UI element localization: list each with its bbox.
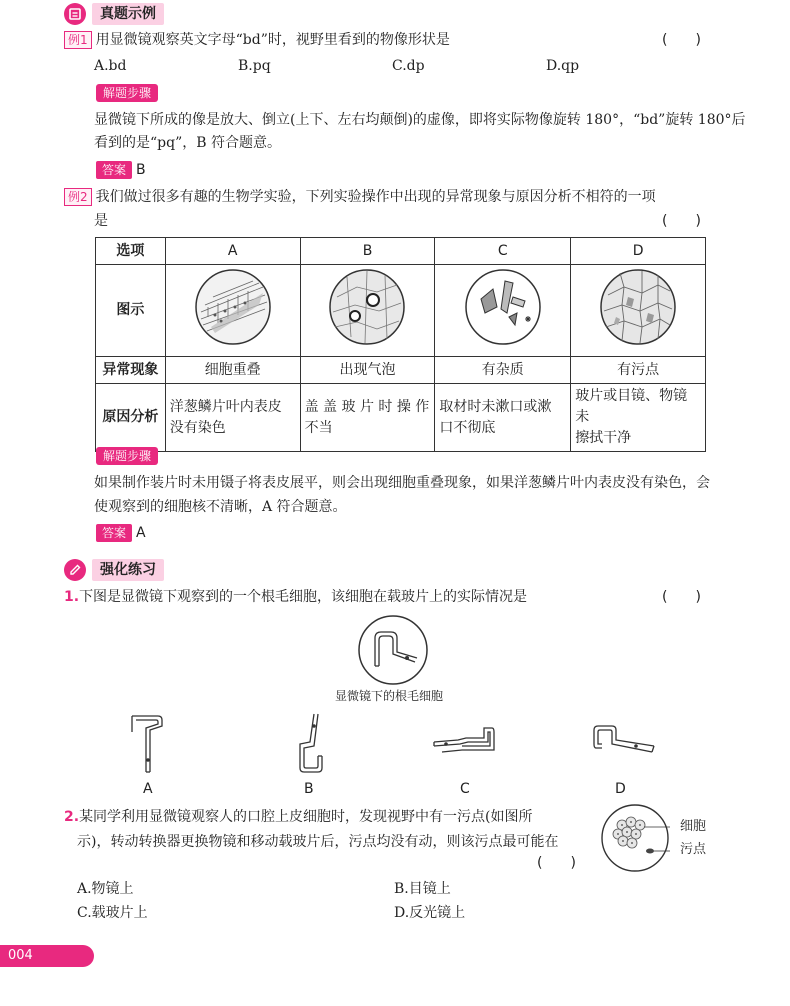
section-title: 真题示例 bbox=[92, 3, 164, 25]
cell-line: 没有染色 bbox=[169, 419, 226, 436]
example-tag: 例2 bbox=[64, 188, 92, 206]
table-cell bbox=[300, 265, 435, 357]
option-d-label: D bbox=[615, 781, 626, 797]
cell-line: 擦拭干净 bbox=[575, 430, 632, 446]
answer-value: B bbox=[136, 162, 146, 178]
table-cell bbox=[435, 265, 571, 357]
table-cell: A bbox=[165, 238, 300, 265]
table-row bbox=[96, 357, 706, 384]
table-cell: 细胞重叠 bbox=[165, 357, 300, 384]
pencil-icon bbox=[64, 559, 86, 581]
question-text: 下图是显微镜下观察到的一个根毛细胞，该细胞在载玻片上的实际情况是 bbox=[79, 589, 528, 605]
cell-line: 玻片或目镜、物镜未 bbox=[575, 388, 688, 425]
answer-value: A bbox=[136, 525, 146, 541]
answer-bracket: ( ) bbox=[537, 855, 576, 871]
cell-line: 盖 盖 玻 片 时 操 作 bbox=[304, 398, 430, 415]
question-number: 1. bbox=[64, 589, 80, 605]
table-row bbox=[96, 238, 706, 265]
option-a-figure bbox=[128, 712, 168, 774]
explanation-line: 如果制作装片时未用镊子将表皮展平，则会出现细胞重叠现象，如果洋葱鳞片叶内表皮没有染色，会 bbox=[94, 475, 710, 491]
explanation-line: 显微镜下所成的像是放大、倒立(上下、左右均颠倒)的虚像，即将实际物像旋转 180°，“bd”旋转 180°后 bbox=[94, 112, 746, 128]
cell-line: 洋葱鳞片叶内表皮 bbox=[169, 398, 282, 415]
option-b-figure bbox=[290, 712, 330, 774]
option-d: D.反光镜上 bbox=[394, 905, 466, 921]
option-c: C.dp bbox=[392, 58, 425, 74]
option-b-label: B bbox=[304, 781, 314, 797]
answer-label: 答案 bbox=[96, 524, 132, 542]
row-header: 图示 bbox=[96, 265, 166, 357]
answer-bracket: ( ) bbox=[662, 213, 701, 229]
question-text: 某同学利用显微镜观察人的口腔上皮细胞时，发现视野中有一污点(如图所 bbox=[79, 809, 533, 825]
row-header: 原因分析 bbox=[96, 384, 166, 452]
table-row bbox=[96, 265, 706, 357]
question-number: 2. bbox=[64, 809, 80, 825]
table-cell bbox=[300, 384, 435, 452]
answer-row bbox=[96, 160, 146, 181]
table-row bbox=[96, 384, 706, 452]
cell-label: 细胞 bbox=[680, 819, 707, 834]
question-1 bbox=[64, 587, 527, 608]
cell-line: 取材时未漱口或漱 bbox=[439, 398, 552, 415]
dirt-spot-micrograph bbox=[598, 267, 678, 347]
option-b: B.pq bbox=[238, 58, 271, 74]
explanation-line: 看到的是“pq”，B 符合题意。 bbox=[94, 135, 281, 151]
question-2 bbox=[64, 807, 533, 828]
option-a: A.bd bbox=[94, 58, 127, 74]
question-text: 用显微镜观察英文字母“bd”时，视野里看到的物像形状是 bbox=[95, 32, 450, 48]
steps-label: 解题步骤 bbox=[96, 447, 158, 465]
experiment-table bbox=[95, 237, 706, 452]
book-icon bbox=[64, 3, 86, 25]
table-cell: D bbox=[571, 238, 706, 265]
table-cell: C bbox=[435, 238, 571, 265]
root-hair-cell-view bbox=[357, 614, 429, 686]
option-d-figure bbox=[592, 724, 656, 758]
row-header: 异常现象 bbox=[96, 357, 166, 384]
question-text-continued: 示)，转动转换器更换物镜和移动载玻片后，污点均没有动，则该污点最可能在 bbox=[77, 834, 559, 850]
table-cell: B bbox=[300, 238, 435, 265]
option-a: A.物镜上 bbox=[77, 881, 134, 897]
table-cell bbox=[571, 265, 706, 357]
example-2-question bbox=[64, 187, 734, 208]
section-title: 强化练习 bbox=[92, 559, 164, 581]
option-c: C.载玻片上 bbox=[77, 905, 148, 921]
answer-row bbox=[96, 523, 146, 544]
table-cell bbox=[435, 384, 571, 452]
table-cell bbox=[165, 265, 300, 357]
impurity-micrograph bbox=[463, 267, 543, 347]
air-bubble-micrograph bbox=[327, 267, 407, 347]
answer-bracket: ( ) bbox=[662, 589, 701, 605]
table-cell bbox=[165, 384, 300, 452]
cell-line: 口不彻底 bbox=[439, 419, 496, 436]
page-number: 004 bbox=[0, 945, 94, 967]
answer-label: 答案 bbox=[96, 161, 132, 179]
section-header-examples bbox=[64, 3, 164, 25]
image-caption: 显微镜下的根毛细胞 bbox=[335, 689, 444, 703]
explanation-line: 使观察到的细胞核不清晰，A 符合题意。 bbox=[94, 499, 347, 515]
option-a-label: A bbox=[143, 781, 153, 797]
option-d: D.qp bbox=[546, 58, 580, 74]
spot-label: 污点 bbox=[680, 842, 707, 857]
row-header: 选项 bbox=[96, 238, 166, 265]
overlapping-cells-micrograph bbox=[193, 267, 273, 347]
cell-line: 不当 bbox=[304, 419, 333, 436]
option-c-label: C bbox=[460, 781, 470, 797]
example-tag: 例1 bbox=[64, 31, 92, 49]
question-text: 我们做过很多有趣的生物学实验，下列实验操作中出现的异常现象与原因分析不相符的一项 bbox=[95, 189, 656, 205]
steps-label: 解题步骤 bbox=[96, 84, 158, 102]
option-c-figure bbox=[432, 724, 496, 756]
question-text-continued: 是 bbox=[94, 213, 108, 229]
answer-bracket: ( ) bbox=[662, 32, 701, 48]
cheek-cell-view bbox=[600, 803, 670, 873]
table-cell: 有污点 bbox=[571, 357, 706, 384]
section-header-practice bbox=[64, 559, 164, 581]
table-cell: 出现气泡 bbox=[300, 357, 435, 384]
table-cell bbox=[571, 384, 706, 452]
option-b: B.目镜上 bbox=[394, 881, 451, 897]
table-cell: 有杂质 bbox=[435, 357, 571, 384]
example-1-question bbox=[64, 30, 724, 51]
